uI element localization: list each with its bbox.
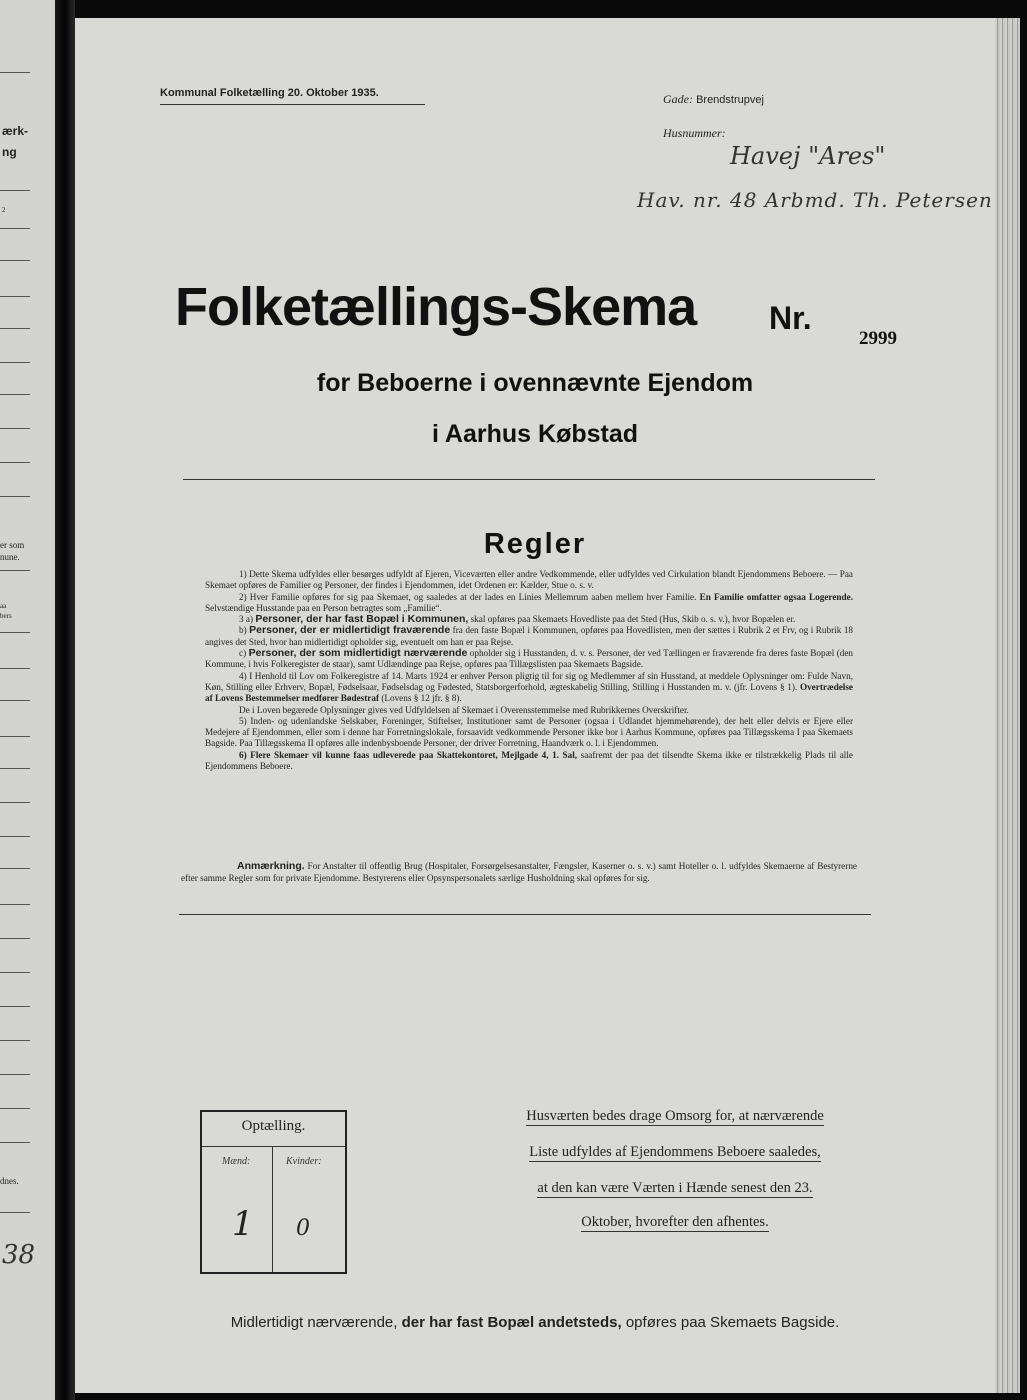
left-fragment: bers xyxy=(0,612,12,620)
rule-6: 6) Flere Skemaer vil kunne faas udleverede paa Skattekontoret, Mejlgade 4, 1. Sal, saafremt der paa det tilsendte Skema ikke er tilstrækkelig Plads til alle Ejendommens Beboere. xyxy=(205,749,853,772)
count-box-divider xyxy=(202,1146,345,1147)
left-rule xyxy=(0,328,30,329)
divider-top xyxy=(183,479,875,480)
left-rule xyxy=(0,462,30,463)
left-rule xyxy=(0,1212,30,1213)
count-box-column-divider xyxy=(272,1146,273,1272)
handwritten-house-name: Havej "Ares" xyxy=(730,142,886,170)
left-rule xyxy=(0,836,30,837)
left-rule xyxy=(0,938,30,939)
form-subtitle: for Beboerne i ovennævnte Ejendom xyxy=(316,369,754,397)
book-gutter xyxy=(55,0,75,1400)
women-label: Kvinder: xyxy=(286,1156,322,1167)
rules-heading: Regler xyxy=(483,528,587,560)
left-page-fragment xyxy=(0,0,55,1400)
left-rule xyxy=(0,228,30,229)
footer-instruction: Midlertidigt nærværende, der har fast Bopæl andetsteds, opføres paa Skemaets Bagside. xyxy=(230,1314,840,1331)
left-rule xyxy=(0,362,30,363)
rule-3b: b) Personer, der er midlertidigt fraværende fra den faste Bopæl i Kommunen, opføres paa Hovedlisten, men der sættes i Rubrik 2 et Frv, og i Rubrik 18 angives det Sted, hvor han midlertidigt opholder sig, eventuelt om han er paa Rejse. xyxy=(205,624,854,647)
rule-1: 1) Dette Skema udfyldes eller besørges udfyldt af Ejeren, Viceværten eller andre Vedkommende, eller udfyldes ved Cirkulation blandt Ejendommens Beboere. — Paa Skemaet opføres de Familier og Personer, der findes i Ejendommen, idet Ordenen er: Kælder, Stue o. s. v. xyxy=(205,569,853,591)
count-title: Optælling. xyxy=(241,1118,306,1134)
rule-2: 2) Hver Familie opføres for sig paa Skemaet, og saaledes at der lades en Linies Mellemrum aaben mellem hver Familie. En Familie omfatter ogsaa Logerende. Selvstændige Husstande paa en Person betragtes som „Familie“. xyxy=(205,591,853,613)
census-label-underline xyxy=(160,104,425,105)
left-rule xyxy=(0,1108,30,1109)
rule-4-note: De i Loven begærede Oplysninger gives ved Udfyldelsen af Skemaet i Overensstemmelse med Rubrikkernes Overskrifter. xyxy=(239,704,689,715)
handwritten-owner-line: Hav. nr. 48 Arbmd. Th. Petersen xyxy=(637,188,993,212)
form-number-label: Nr. xyxy=(769,300,812,336)
left-fragment: ng xyxy=(2,145,17,159)
form-number: 2999 xyxy=(859,328,897,349)
left-rule xyxy=(0,260,30,261)
left-rule xyxy=(0,1040,30,1041)
landlord-text-line: Liste udfyldes af Ejendommens Beboere saaledes, xyxy=(529,1144,821,1160)
left-rule xyxy=(0,394,30,395)
left-fragment: dnes. xyxy=(0,1176,19,1186)
left-rule xyxy=(0,1142,30,1143)
form-title: Folketællings-Skema xyxy=(175,277,697,337)
left-rule xyxy=(0,802,30,803)
left-rule xyxy=(0,700,30,701)
left-rule xyxy=(0,1006,30,1007)
census-form-page xyxy=(75,18,995,1393)
left-rule xyxy=(0,768,30,769)
landlord-text-line: Oktober, hvorefter den afhentes. xyxy=(581,1214,769,1230)
divider-bottom xyxy=(179,914,871,915)
left-fragment: ærk- xyxy=(2,124,29,138)
left-fragment: 2 xyxy=(2,206,6,214)
note-body: For Anstalter til offentlig Brug (Hospitaler, Forsørgelsesanstalter, Fængsler, Kaserner o. s. v.) samt Hoteller o. l. udfyldes Skemaerne af Bestyrerne efter samme Regler som for private Ejendomme. Bestyrerens eller Opsynspersonalets særlige Husholdning skal opføres for sig. xyxy=(181,861,857,883)
left-rule xyxy=(0,496,30,497)
left-rule xyxy=(0,296,30,297)
left-rule xyxy=(0,668,30,669)
street-value: Brendstrupvej xyxy=(696,94,764,106)
left-rule xyxy=(0,190,30,191)
left-fragment: aa xyxy=(0,602,7,610)
men-label: Mænd: xyxy=(222,1156,251,1167)
street-label: Gade: xyxy=(663,92,693,106)
left-rule xyxy=(0,570,30,571)
landlord-text-line: at den kan være Værten i Hænde senest den 23. xyxy=(537,1180,813,1196)
left-rule xyxy=(0,72,30,73)
landlord-text-line: Husværten bedes drage Omsorg for, at nærværende xyxy=(526,1108,824,1124)
rule-3a: 3 a) Personer, der har fast Bopæl i Kommunen, skal opføres paa Skemaets Hovedliste paa det Sted (Hus, Skib o. s. v.), hvor Bopælen er. xyxy=(239,613,796,626)
men-count: 1 xyxy=(232,1204,254,1244)
page-stack-edges xyxy=(995,18,1020,1393)
rule-5: 5) Inden- og udenlandske Selskaber, Foreninger, Stiftelser, Institutioner samt de Personer (ogsaa i Udlandet hjemmehørende), der helt eller delvis er Ejere eller Medejere af Ejendommen, eller som i denne har Forretningslokale, forsaavidt vedkommende Personer ikke bor i Aarhus Kommune, opføres paa Tillægsskema I paa Skemaets Bagside. Paa Tillægsskema II opføres alle indenbysboende Personer, der driver Forretning, Haandværk o. l. i Ejendommen. xyxy=(205,715,853,749)
note-label: Anmærkning. xyxy=(237,860,305,872)
left-rule xyxy=(0,972,30,973)
left-rule xyxy=(0,736,30,737)
rules-text xyxy=(205,569,853,772)
street-field xyxy=(663,92,764,107)
left-rule xyxy=(0,904,30,905)
note-text xyxy=(181,861,857,884)
form-location: i Aarhus Købstad xyxy=(431,420,639,448)
count-box xyxy=(200,1110,347,1274)
left-fragment: nune. xyxy=(0,552,20,562)
rule-3c: c) Personer, der som midlertidigt nærværende opholder sig i Husstanden, d. v. s. Personer, der ved Tællingen er fraværende fra deres faste Bopæl (den Kommune, i hvis Folkeregister de staar), samt Udlændinge paa Rejse, opføres paa Tillægslisten paa Skemaets Bagside. xyxy=(205,647,854,670)
women-count: 0 xyxy=(296,1216,310,1241)
left-fragment: er som xyxy=(0,540,25,550)
rule-4: 4) I Henhold til Lov om Folkeregistre af 14. Marts 1924 er enhver Person pligtig til for sig og Medlemmer af sin Husstand, at meddele Oplysninger om: Fulde Navn, Køn, Stilling eller Erhverv, Bopæl, Fødselsaar, Fødselsdag og Fødested, Statsborgerforhold, ægteskabelig Stilling, Stilling i Husstanden m. v. (jfr. Lovens § 1). Overtrædelse af Lovens Bestemmelser medfører Bødestraf (Lovens § 12 jfr. § 8). xyxy=(205,670,853,704)
census-label: Kommunal Folketælling 20. Oktober 1935. xyxy=(160,87,379,99)
left-rule xyxy=(0,1074,30,1075)
house-number-label: Husnummer: xyxy=(663,126,726,140)
left-rule xyxy=(0,868,30,869)
left-handwritten-number: 38 xyxy=(2,1240,36,1270)
left-rule xyxy=(0,428,30,429)
left-rule xyxy=(0,632,30,633)
